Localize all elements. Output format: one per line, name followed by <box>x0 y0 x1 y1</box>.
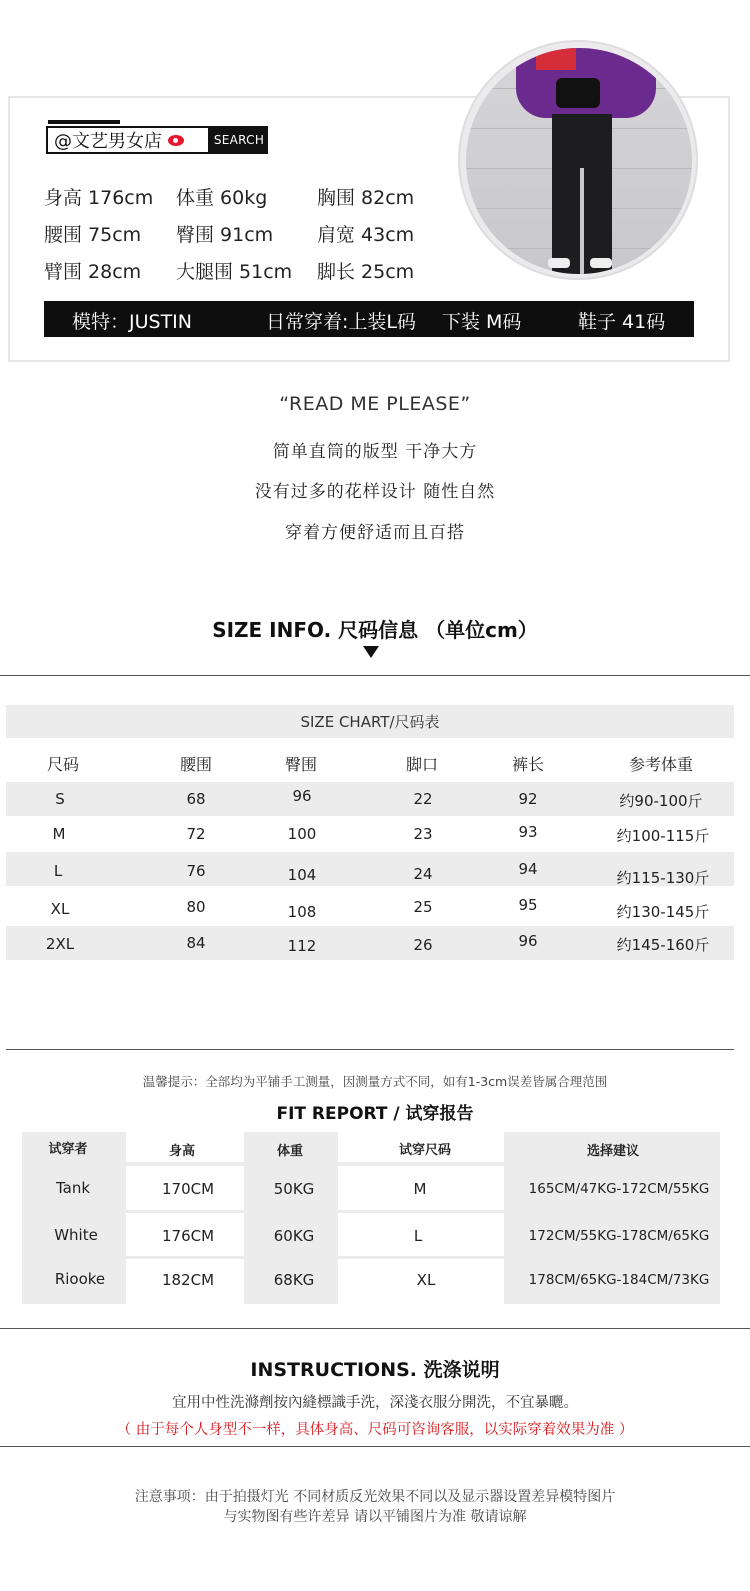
fit-header-height: 身高 <box>168 1144 196 1159</box>
intro-line-1: 简单直筒的版型 干净大方 <box>272 442 478 462</box>
cell-hip: 104 <box>287 866 317 884</box>
measure-thigh: 大腿围 51cm <box>176 261 293 283</box>
header-weight: 参考体重 <box>628 755 694 774</box>
cell-weight: 约100-115斤 <box>616 827 710 845</box>
cell-length: 93 <box>518 823 538 841</box>
fit-table <box>22 1132 720 1304</box>
footer-note-line-1: 注意事项：由于拍摄灯光 不同材质反光效果不同以及显示器设置差异模特图片 <box>134 1489 616 1505</box>
measure-height: 身高 176cm <box>44 187 154 209</box>
cell-length: 96 <box>518 932 538 950</box>
size-info-title: SIZE INFO. 尺码信息 （单位cm） <box>212 618 538 642</box>
cell-size: L <box>53 862 63 880</box>
table-row <box>0 860 750 887</box>
waist-bag <box>556 78 600 108</box>
sweater-print <box>536 48 576 70</box>
measurement-tip: 温馨提示：全部均为平铺手工测量，因测量方式不同，如有1-3cm误差皆属合理范围 <box>142 1074 608 1089</box>
shoe-size: 鞋子 41码 <box>578 311 666 333</box>
fit-cell-tester: Tank <box>55 1179 91 1197</box>
measure-arm: 臂围 28cm <box>44 261 142 283</box>
instructions-title: INSTRUCTIONS. 洗涤说明 <box>250 1359 500 1381</box>
shop-handle[interactable] <box>46 126 210 154</box>
cell-length: 95 <box>518 896 538 914</box>
divider <box>0 675 750 676</box>
fit-cell-size: XL <box>416 1271 436 1289</box>
header-waist: 腰围 <box>179 755 213 774</box>
shop-handle-text: @文艺男女店 <box>54 131 162 152</box>
cell-hip: 96 <box>292 787 312 805</box>
divider <box>6 1049 734 1050</box>
cell-hem: 23 <box>413 825 433 843</box>
fit-header-weight: 体重 <box>276 1144 304 1159</box>
cell-hem: 26 <box>413 936 433 954</box>
header-length: 裤长 <box>511 755 545 774</box>
fit-header-tester: 试穿者 <box>48 1142 88 1157</box>
fit-cell-tester: Riooke <box>54 1270 106 1288</box>
shoe-right <box>590 258 612 268</box>
size-advice-note: （ 由于每个人身型不一样，具体身高、尺码可咨询客服，以实际穿着效果为准 ） <box>116 1422 634 1438</box>
cell-weight: 约145-160斤 <box>616 936 710 954</box>
cell-size: XL <box>50 900 70 918</box>
fit-cell-height: 182CM <box>161 1271 215 1289</box>
header-hip: 臀围 <box>284 755 318 774</box>
cell-length: 94 <box>518 860 538 878</box>
fit-cell-advice: 165CM/47KG-172CM/55KG <box>528 1181 710 1197</box>
cell-weight: 约90-100斤 <box>619 792 703 810</box>
fit-report-title: FIT REPORT / 试穿报告 <box>276 1104 474 1124</box>
fit-cell-height: 176CM <box>161 1227 215 1245</box>
table-row <box>0 934 750 954</box>
cell-hip: 112 <box>287 937 317 955</box>
daily-wear: 日常穿着:上装L码 <box>266 311 416 333</box>
table-row <box>0 896 750 921</box>
fit-header-advice: 选择建议 <box>586 1144 640 1159</box>
fit-cell-size: M <box>413 1180 427 1198</box>
model-photo-image <box>466 48 692 274</box>
wash-instructions: 宜用中性洗滌劑按內縫標識手洗，深淺衣服分開洗，不宜暴曬。 <box>172 1395 578 1411</box>
cell-hem: 24 <box>413 865 433 883</box>
cell-weight: 约130-145斤 <box>616 903 710 921</box>
divider <box>0 1446 750 1447</box>
intro-line-2: 没有过多的花样设计 随性自然 <box>254 482 496 502</box>
fit-cell-advice: 172CM/55KG-178CM/65KG <box>528 1228 710 1244</box>
cell-waist: 72 <box>186 825 206 843</box>
cell-waist: 80 <box>186 898 206 916</box>
table-row <box>0 825 750 845</box>
cell-size: M <box>52 825 66 843</box>
cell-hip: 108 <box>287 903 317 921</box>
readme-heading: “READ ME PLEASE” <box>279 393 471 415</box>
size-table-header <box>0 752 750 774</box>
down-triangle-icon <box>363 646 379 658</box>
cell-hem: 22 <box>413 790 433 808</box>
cell-size: S <box>55 790 65 808</box>
fit-cell-tester: White <box>54 1226 98 1244</box>
fit-header-size: 试穿尺码 <box>398 1143 452 1158</box>
measure-shoulder: 肩宽 43cm <box>317 224 415 246</box>
search-button[interactable]: SEARCH <box>210 126 268 154</box>
divider <box>0 1328 750 1329</box>
measure-chest: 胸围 82cm <box>317 187 415 209</box>
cell-hip: 100 <box>287 825 317 843</box>
weibo-icon <box>168 133 188 147</box>
fit-cell-advice: 178CM/65KG-184CM/73KG <box>528 1272 710 1288</box>
shoe-left <box>548 258 570 268</box>
cell-length: 92 <box>518 790 538 808</box>
intro-line-3: 穿着方便舒适而且百搭 <box>285 523 465 543</box>
fit-cell-height: 170CM <box>161 1180 215 1198</box>
measure-waist: 腰围 75cm <box>44 224 142 246</box>
table-row <box>0 787 750 810</box>
model-info-bar <box>44 301 694 337</box>
fit-cell-weight: 68KG <box>273 1271 315 1289</box>
fit-cell-weight: 60KG <box>273 1227 315 1245</box>
header-size: 尺码 <box>46 755 80 774</box>
cell-size: 2XL <box>45 935 75 953</box>
bottom-size: 下装 M码 <box>442 311 522 333</box>
model-photo <box>458 40 698 280</box>
cell-waist: 84 <box>186 934 206 952</box>
cell-waist: 76 <box>186 862 206 880</box>
shop-handle-bar <box>38 120 274 154</box>
cell-waist: 68 <box>186 790 206 808</box>
footer-note-line-2: 与实物图有些许差异 请以平铺图片为准 敬请谅解 <box>223 1509 527 1525</box>
measure-hip: 臀围 91cm <box>176 224 274 246</box>
measure-weight: 体重 60kg <box>176 187 268 209</box>
fit-cell-size: L <box>413 1227 423 1245</box>
model-name: 模特：JUSTIN <box>72 311 192 333</box>
cell-hem: 25 <box>413 898 433 916</box>
fit-cell-weight: 50KG <box>273 1180 315 1198</box>
size-chart-caption: SIZE CHART/尺码表 <box>6 705 734 738</box>
measure-foot: 脚长 25cm <box>317 261 415 283</box>
header-hem: 脚口 <box>405 755 439 774</box>
cell-weight: 约115-130斤 <box>616 869 710 887</box>
